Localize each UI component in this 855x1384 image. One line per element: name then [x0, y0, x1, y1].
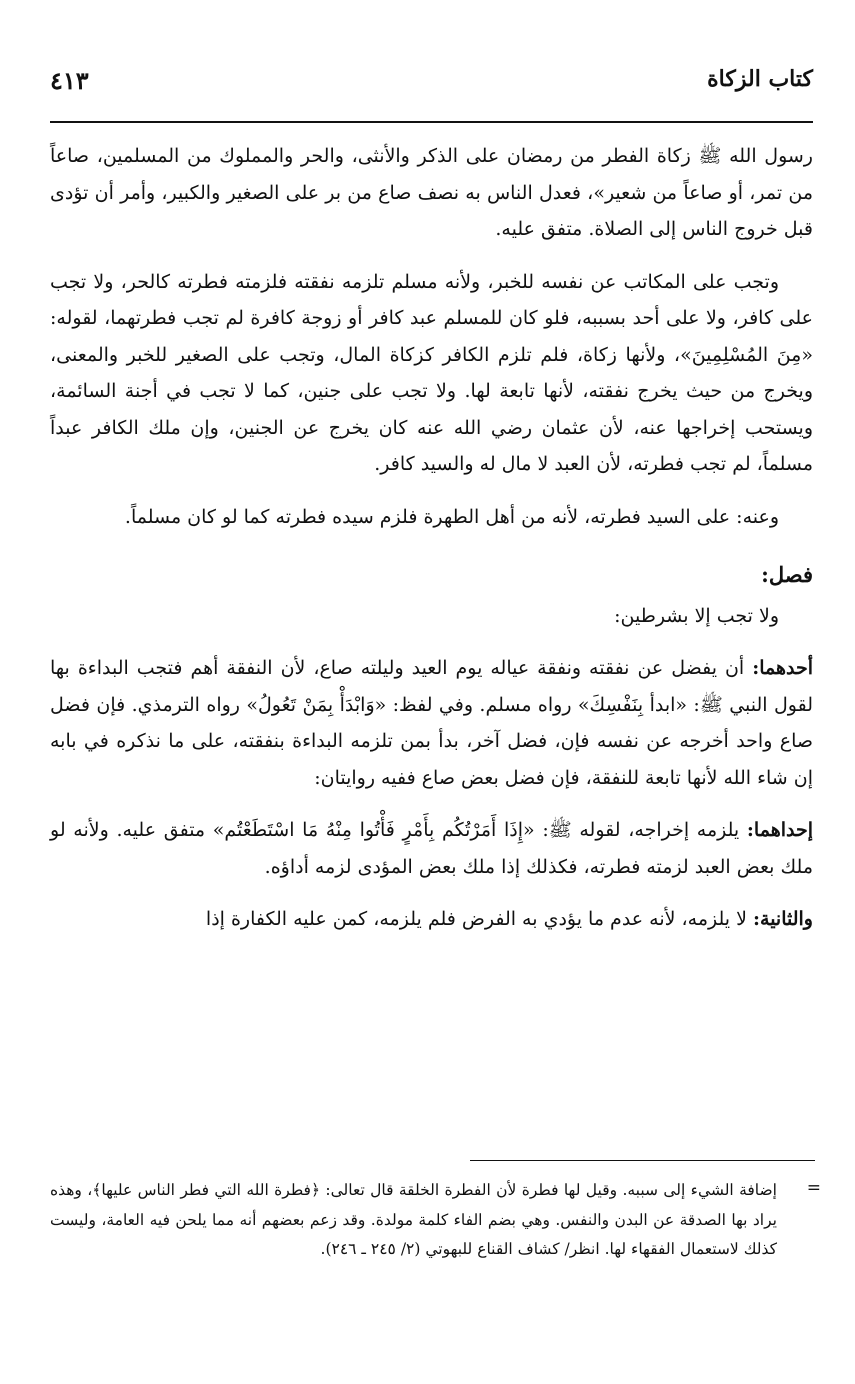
main-text [50, 138, 813, 954]
footnote-rule [470, 1160, 815, 1161]
page-number: ٤١٣ [50, 66, 89, 95]
paragraph-7-text: لا يلزمه، لأنه عدم ما يؤدي به الفرض فلم يلزمه، كمن عليه الكفارة إذا [205, 908, 753, 930]
paragraph-3: وعنه: على السيد فطرته، لأنه من أهل الطهرة فلزم سيده فطرته كما لو كان مسلماً. [124, 505, 779, 528]
footnote: إضافة الشيء إلى سببه. وقيل لها فطرة لأن الفطرة الخلقة قال تعالى: ﴿فطرة الله التي فطر الناس عليها﴾، وهذه يراد بها الصدقة عن البدن والنفس. وهي بضم الفاء كلمة مولدة. وقد زعم بعضهم أنه مما يلحن فيه العامة، وليست كذلك لاستعمال الفقهاء لها. انظر/ كشاف القناع للبهوتي (٢/ ٢٤٥ ـ ٢٤٦). [50, 1181, 777, 1258]
paragraph-6-lead: إحداهما: [746, 819, 813, 841]
page-header [50, 62, 813, 102]
paragraph-2: وتجب على المكاتب عن نفسه للخبر، ولأنه مسلم تلزمه نفقته فلزمته فطرته كالحر، ولا تجب على كافر، ولا على أحد بسببه، فلو كان للمسلم عبد كافر أو زوجة كافرة لم تجب فطرتهما، لقوله: «مِنَ المُسْلِمِينَ»، ولأنها زكاة، فلم تلزم الكافر كزكاة المال، وتجب على الصغير للخبر والمعنى، ويخرج من حيث يخرج نفقته، لأنها تابعة لها. ولا تجب على جنين، كما لا تجب في أجنة السائمة، ويستحب إخراجها عنه، لأن عثمان رضي الله عنه كان يخرج عن الجنين، وإن ملك الكافر عبداً مسلماً، لم تجب فطرته، لأن العبد لا مال له والسيد كافر. [50, 270, 813, 475]
running-title: كتاب الزكاة [707, 66, 813, 92]
paragraph-5 [50, 650, 813, 796]
paragraph-1: رسول الله ﷺ زكاة الفطر من رمضان على الذكر والأنثى، والحر والمملوك من المسلمين، صاعاً من تمر، أو صاعاً من شعير»، فعدل الناس به نصف صاع من بر على الصغير والكبير، وأمر أن تؤدى قبل خروج الناس إلى الصلاة. متفق عليه. [50, 145, 813, 240]
header-rule [50, 121, 813, 123]
paragraph-6 [50, 812, 813, 885]
section-title: فصل: [761, 562, 813, 587]
paragraph-4: ولا تجب إلا بشرطين: [614, 604, 779, 627]
paragraph-7-lead: والثانية: [753, 908, 813, 930]
footnote-continuation-mark: = [806, 1178, 821, 1198]
paragraph-5-lead: أحدهما: [752, 657, 813, 679]
paragraph-6-text: يلزمه إخراجه، لقوله ﷺ: «إِذَا أَمَرْتُكُم بِأَمْرٍ فَأْتُوا مِنْهُ مَا اسْتَطَعْتُم» متفق عليه. ولأنه لو ملك بعض العبد لزمته فطرته، فكذلك إذا ملك بعض المؤدى لزمه أداؤه. [50, 819, 813, 878]
paragraph-7 [50, 901, 813, 938]
paragraph-5-text: أن يفضل عن نفقته ونفقة عياله يوم العيد وليلته صاع، لأن النفقة أهم فتجب البداءة بها لقول النبي ﷺ: «ابدأ بِنَفْسِكَ» رواه مسلم. وفي لفظ: «وَابْدَأْ بِمَنْ تَعُولُ» رواه الترمذي. فإن فضل صاع واحد أخرجه عن نفسه فإن، فضل آخر، بدأ بمن تلزمه البداءة بنفقته، على ما نذكره في بابه إن شاء الله لأنها تابعة للنفقة، فإن فضل بعض صاع ففيه روايتان: [50, 657, 813, 789]
